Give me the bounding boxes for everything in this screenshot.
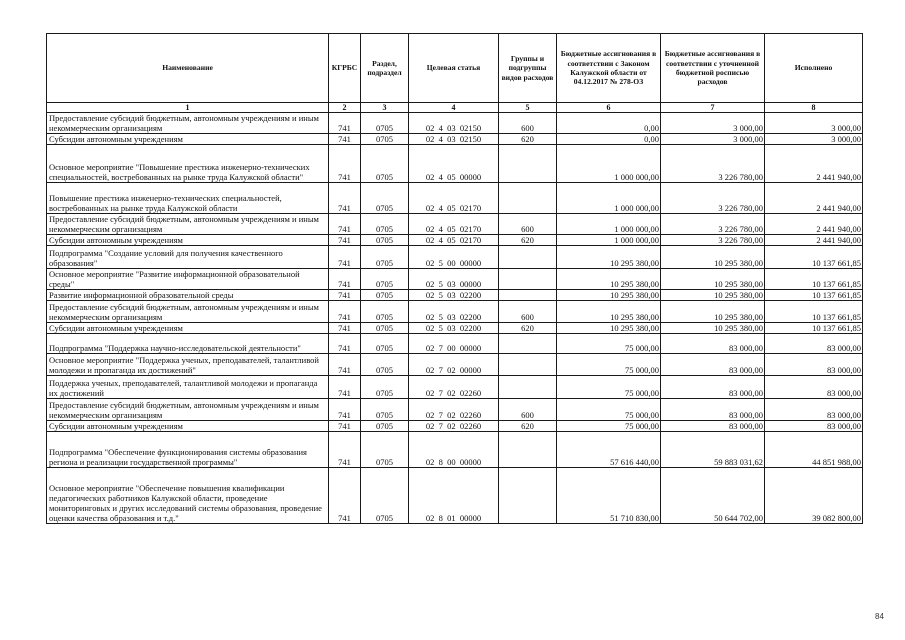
row-refined-amount: 3 226 780,00 xyxy=(661,235,765,246)
report-page xyxy=(46,33,862,524)
table-row xyxy=(47,269,863,290)
row-target: 02 4 03 02150 xyxy=(409,134,499,145)
page-number: 84 xyxy=(875,612,884,621)
row-target: 02 8 00 00000 xyxy=(409,432,499,468)
header-name: Наименование xyxy=(47,34,329,103)
row-refined-amount: 10 295 380,00 xyxy=(661,301,765,323)
row-name: Подпрограмма "Обеспечение функционирования системы образования региона и реализации государственной программы" xyxy=(47,432,329,468)
row-name: Предоставление субсидий бюджетным, автономным учреждениям и иным некоммерческим организациям xyxy=(47,214,329,235)
table-row xyxy=(47,432,863,468)
row-executed-amount: 83 000,00 xyxy=(765,334,863,354)
row-group xyxy=(499,376,557,399)
table-row xyxy=(47,421,863,432)
row-group xyxy=(499,468,557,524)
table-row xyxy=(47,235,863,246)
row-name: Подпрограмма "Поддержка научно-исследовательской деятельности" xyxy=(47,334,329,354)
row-group xyxy=(499,354,557,376)
row-group xyxy=(499,290,557,301)
row-kgrbs: 741 xyxy=(329,334,361,354)
row-razdel: 0705 xyxy=(361,134,409,145)
row-executed-amount: 39 082 800,00 xyxy=(765,468,863,524)
row-razdel: 0705 xyxy=(361,334,409,354)
row-refined-amount: 83 000,00 xyxy=(661,399,765,421)
row-kgrbs: 741 xyxy=(329,214,361,235)
row-group xyxy=(499,432,557,468)
row-name: Поддержка ученых, преподавателей, талантливой молодежи и пропаганда их достижений xyxy=(47,376,329,399)
column-number: 1 xyxy=(47,103,329,113)
header-row xyxy=(47,34,863,103)
header-target: Целевая статья xyxy=(409,34,499,103)
row-razdel: 0705 xyxy=(361,354,409,376)
row-razdel: 0705 xyxy=(361,145,409,183)
row-razdel: 0705 xyxy=(361,376,409,399)
row-executed-amount: 2 441 940,00 xyxy=(765,145,863,183)
row-executed-amount: 2 441 940,00 xyxy=(765,235,863,246)
row-executed-amount: 2 441 940,00 xyxy=(765,214,863,235)
row-law-amount: 1 000 000,00 xyxy=(557,235,661,246)
table-row xyxy=(47,323,863,334)
row-executed-amount: 10 137 661,85 xyxy=(765,246,863,269)
row-refined-amount: 3 226 780,00 xyxy=(661,183,765,214)
row-executed-amount: 83 000,00 xyxy=(765,376,863,399)
row-law-amount: 10 295 380,00 xyxy=(557,301,661,323)
row-target: 02 7 02 00000 xyxy=(409,354,499,376)
row-law-amount: 75 000,00 xyxy=(557,376,661,399)
row-group: 600 xyxy=(499,113,557,134)
row-razdel: 0705 xyxy=(361,290,409,301)
row-executed-amount: 3 000,00 xyxy=(765,134,863,145)
header-refined: Бюджетные ассигнования в соответствии с уточненной бюджетной росписью расходов xyxy=(661,34,765,103)
column-number: 5 xyxy=(499,103,557,113)
table-row xyxy=(47,354,863,376)
row-law-amount: 0,00 xyxy=(557,113,661,134)
column-number: 7 xyxy=(661,103,765,113)
row-kgrbs: 741 xyxy=(329,113,361,134)
table-row xyxy=(47,214,863,235)
row-kgrbs: 741 xyxy=(329,399,361,421)
row-law-amount: 10 295 380,00 xyxy=(557,269,661,290)
row-refined-amount: 83 000,00 xyxy=(661,354,765,376)
row-name: Субсидии автономным учреждениям xyxy=(47,235,329,246)
row-name: Предоставление субсидий бюджетным, автономным учреждениям и иным некоммерческим организациям xyxy=(47,113,329,134)
row-razdel: 0705 xyxy=(361,323,409,334)
row-name: Подпрограмма "Создание условий для получения качественного образования" xyxy=(47,246,329,269)
row-razdel: 0705 xyxy=(361,432,409,468)
row-target: 02 5 03 02200 xyxy=(409,323,499,334)
row-kgrbs: 741 xyxy=(329,354,361,376)
row-name: Предоставление субсидий бюджетным, автономным учреждениям и иным некоммерческим организациям xyxy=(47,301,329,323)
row-law-amount: 75 000,00 xyxy=(557,334,661,354)
row-target: 02 5 03 02200 xyxy=(409,290,499,301)
row-law-amount: 1 000 000,00 xyxy=(557,214,661,235)
row-target: 02 5 00 00000 xyxy=(409,246,499,269)
row-refined-amount: 10 295 380,00 xyxy=(661,323,765,334)
row-law-amount: 57 616 440,00 xyxy=(557,432,661,468)
row-refined-amount: 10 295 380,00 xyxy=(661,246,765,269)
row-refined-amount: 3 000,00 xyxy=(661,113,765,134)
row-group: 600 xyxy=(499,301,557,323)
budget-execution-table xyxy=(46,33,863,524)
row-law-amount: 10 295 380,00 xyxy=(557,323,661,334)
row-kgrbs: 741 xyxy=(329,269,361,290)
table-row xyxy=(47,301,863,323)
row-razdel: 0705 xyxy=(361,214,409,235)
header-kgrbs: КГРБС xyxy=(329,34,361,103)
row-razdel: 0705 xyxy=(361,301,409,323)
row-law-amount: 10 295 380,00 xyxy=(557,246,661,269)
table-row xyxy=(47,113,863,134)
row-group xyxy=(499,183,557,214)
row-target: 02 8 01 00000 xyxy=(409,468,499,524)
row-refined-amount: 59 883 031,62 xyxy=(661,432,765,468)
row-name: Субсидии автономным учреждениям xyxy=(47,323,329,334)
table-row xyxy=(47,246,863,269)
row-target: 02 4 05 02170 xyxy=(409,183,499,214)
row-razdel: 0705 xyxy=(361,399,409,421)
row-executed-amount: 10 137 661,85 xyxy=(765,323,863,334)
column-number: 8 xyxy=(765,103,863,113)
row-razdel: 0705 xyxy=(361,468,409,524)
row-target: 02 5 03 00000 xyxy=(409,269,499,290)
row-name: Основное мероприятие "Обеспечение повышения квалификации педагогических работников Калужской области, проведение мониторинговых и других исследований системы образования, проведение оценки качества образования и т.д." xyxy=(47,468,329,524)
row-executed-amount: 10 137 661,85 xyxy=(765,301,863,323)
row-executed-amount: 83 000,00 xyxy=(765,354,863,376)
row-kgrbs: 741 xyxy=(329,376,361,399)
row-target: 02 7 02 02260 xyxy=(409,376,499,399)
row-kgrbs: 741 xyxy=(329,145,361,183)
row-law-amount: 10 295 380,00 xyxy=(557,290,661,301)
table-row xyxy=(47,290,863,301)
row-target: 02 7 00 00000 xyxy=(409,334,499,354)
table-row xyxy=(47,468,863,524)
row-refined-amount: 3 226 780,00 xyxy=(661,214,765,235)
row-target: 02 4 05 02170 xyxy=(409,235,499,246)
row-law-amount: 1 000 000,00 xyxy=(557,183,661,214)
row-group: 600 xyxy=(499,399,557,421)
row-target: 02 4 05 02170 xyxy=(409,214,499,235)
row-kgrbs: 741 xyxy=(329,301,361,323)
row-kgrbs: 741 xyxy=(329,235,361,246)
row-razdel: 0705 xyxy=(361,246,409,269)
row-refined-amount: 3 226 780,00 xyxy=(661,145,765,183)
row-kgrbs: 741 xyxy=(329,323,361,334)
row-target: 02 7 02 02260 xyxy=(409,421,499,432)
row-law-amount: 1 000 000,00 xyxy=(557,145,661,183)
row-kgrbs: 741 xyxy=(329,432,361,468)
row-refined-amount: 3 000,00 xyxy=(661,134,765,145)
row-razdel: 0705 xyxy=(361,421,409,432)
table-row xyxy=(47,399,863,421)
row-executed-amount: 83 000,00 xyxy=(765,399,863,421)
row-name: Основное мероприятие "Повышение престижа инженерно-технических специальностей, востребованных на рынке труда Калужской области" xyxy=(47,145,329,183)
row-name: Предоставление субсидий бюджетным, автономным учреждениям и иным некоммерческим организациям xyxy=(47,399,329,421)
header-groups: Группы и подгруппы видов расходов xyxy=(499,34,557,103)
row-refined-amount: 83 000,00 xyxy=(661,421,765,432)
row-refined-amount: 10 295 380,00 xyxy=(661,269,765,290)
row-group: 600 xyxy=(499,214,557,235)
row-group: 620 xyxy=(499,421,557,432)
row-name: Развитие информационной образовательной среды xyxy=(47,290,329,301)
row-kgrbs: 741 xyxy=(329,134,361,145)
row-executed-amount: 10 137 661,85 xyxy=(765,269,863,290)
row-executed-amount: 2 441 940,00 xyxy=(765,183,863,214)
row-razdel: 0705 xyxy=(361,113,409,134)
table-body xyxy=(47,113,863,524)
row-razdel: 0705 xyxy=(361,269,409,290)
row-law-amount: 51 710 830,00 xyxy=(557,468,661,524)
row-name: Повышение престижа инженерно-технических специальностей, востребованных на рынке труда Калужской области xyxy=(47,183,329,214)
row-group xyxy=(499,334,557,354)
row-refined-amount: 83 000,00 xyxy=(661,376,765,399)
row-target: 02 4 03 02150 xyxy=(409,113,499,134)
table-row xyxy=(47,145,863,183)
row-group xyxy=(499,269,557,290)
row-law-amount: 0,00 xyxy=(557,134,661,145)
row-name: Субсидии автономным учреждениям xyxy=(47,421,329,432)
column-number-row xyxy=(47,103,863,113)
row-group: 620 xyxy=(499,323,557,334)
row-razdel: 0705 xyxy=(361,235,409,246)
row-razdel: 0705 xyxy=(361,183,409,214)
column-number: 2 xyxy=(329,103,361,113)
row-group: 620 xyxy=(499,235,557,246)
row-law-amount: 75 000,00 xyxy=(557,399,661,421)
row-kgrbs: 741 xyxy=(329,246,361,269)
row-executed-amount: 44 851 988,00 xyxy=(765,432,863,468)
row-group xyxy=(499,246,557,269)
row-group: 620 xyxy=(499,134,557,145)
column-number: 4 xyxy=(409,103,499,113)
column-number: 6 xyxy=(557,103,661,113)
row-executed-amount: 3 000,00 xyxy=(765,113,863,134)
row-kgrbs: 741 xyxy=(329,183,361,214)
column-number: 3 xyxy=(361,103,409,113)
row-refined-amount: 50 644 702,00 xyxy=(661,468,765,524)
row-refined-amount: 10 295 380,00 xyxy=(661,290,765,301)
row-group xyxy=(499,145,557,183)
header-law: Бюджетные ассигнования в соответствии с Законом Калужской области от 04.12.2017 № 278-ОЗ xyxy=(557,34,661,103)
row-target: 02 5 03 02200 xyxy=(409,301,499,323)
row-target: 02 4 05 00000 xyxy=(409,145,499,183)
row-kgrbs: 741 xyxy=(329,290,361,301)
row-law-amount: 75 000,00 xyxy=(557,354,661,376)
header-razdel: Раздел, подраздел xyxy=(361,34,409,103)
header-done: Исполнено xyxy=(765,34,863,103)
row-name: Основное мероприятие "Поддержка ученых, преподавателей, талантливой молодежи и пропаганда их достижений" xyxy=(47,354,329,376)
row-target: 02 7 02 02260 xyxy=(409,399,499,421)
table-row xyxy=(47,376,863,399)
table-row xyxy=(47,183,863,214)
row-executed-amount: 83 000,00 xyxy=(765,421,863,432)
row-executed-amount: 10 137 661,85 xyxy=(765,290,863,301)
table-row xyxy=(47,334,863,354)
row-kgrbs: 741 xyxy=(329,421,361,432)
row-refined-amount: 83 000,00 xyxy=(661,334,765,354)
table-row xyxy=(47,134,863,145)
row-law-amount: 75 000,00 xyxy=(557,421,661,432)
row-name: Основное мероприятие "Развитие информационной образовательной среды" xyxy=(47,269,329,290)
row-kgrbs: 741 xyxy=(329,468,361,524)
row-name: Субсидии автономным учреждениям xyxy=(47,134,329,145)
